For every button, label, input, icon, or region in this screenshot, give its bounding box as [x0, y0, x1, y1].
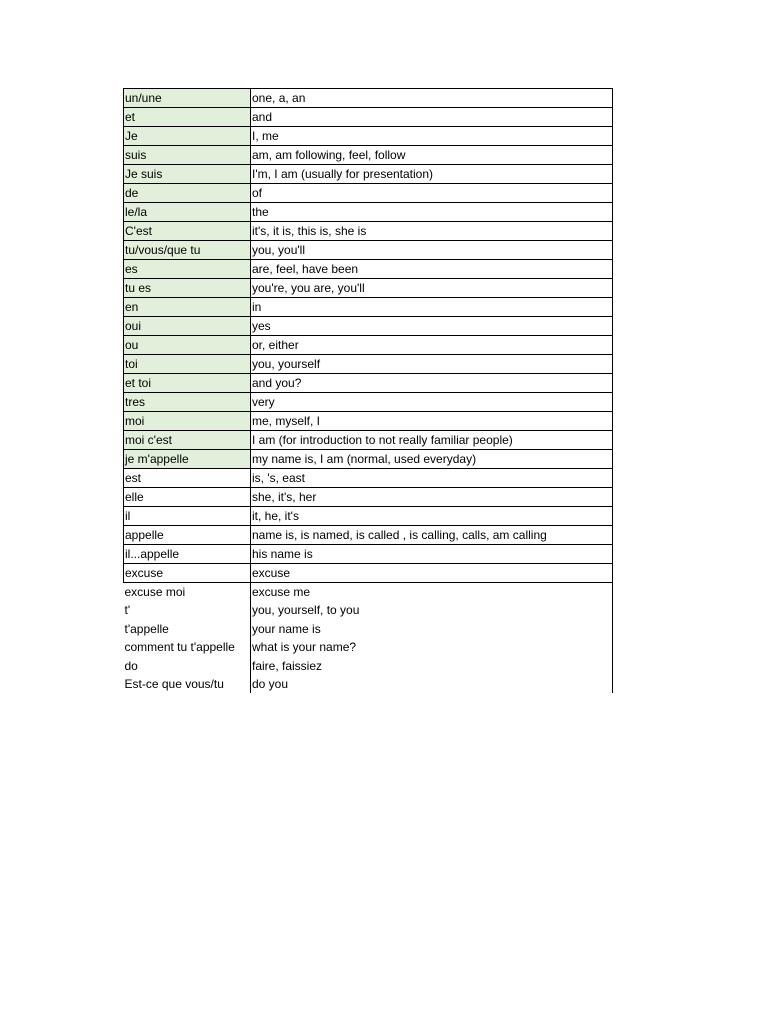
- french-term-cell[interactable]: le/la: [124, 203, 251, 222]
- french-term-cell[interactable]: Je suis: [124, 165, 251, 184]
- vocabulary-table: [123, 88, 613, 693]
- english-meaning-cell[interactable]: his name is: [251, 545, 613, 564]
- english-meaning-cell[interactable]: excuse: [251, 564, 613, 583]
- french-term-cell[interactable]: t'appelle: [124, 619, 251, 637]
- english-meaning-cell[interactable]: you, yourself, to you: [251, 601, 613, 619]
- english-meaning-cell[interactable]: it, he, it's: [251, 507, 613, 526]
- vocab-row: [124, 127, 613, 146]
- vocab-row: [124, 374, 613, 393]
- english-meaning-cell[interactable]: I, me: [251, 127, 613, 146]
- vocab-row: [124, 619, 613, 637]
- english-meaning-cell[interactable]: what is your name?: [251, 638, 613, 656]
- vocab-row: [124, 564, 613, 583]
- vocab-row: [124, 601, 613, 619]
- english-meaning-cell[interactable]: you're, you are, you'll: [251, 279, 613, 298]
- vocab-row: [124, 393, 613, 412]
- english-meaning-cell[interactable]: are, feel, have been: [251, 260, 613, 279]
- english-meaning-cell[interactable]: very: [251, 393, 613, 412]
- french-term-cell[interactable]: comment tu t'appelle: [124, 638, 251, 656]
- french-term-cell[interactable]: moi c'est: [124, 431, 251, 450]
- vocab-row: [124, 336, 613, 355]
- english-meaning-cell[interactable]: you, you'll: [251, 241, 613, 260]
- vocab-row: [124, 146, 613, 165]
- english-meaning-cell[interactable]: me, myself, I: [251, 412, 613, 431]
- vocab-row: [124, 526, 613, 545]
- french-term-cell[interactable]: il: [124, 507, 251, 526]
- vocab-row: [124, 184, 613, 203]
- vocab-row: [124, 675, 613, 693]
- english-meaning-cell[interactable]: one, a, an: [251, 89, 613, 108]
- french-term-cell[interactable]: toi: [124, 355, 251, 374]
- vocab-row: [124, 279, 613, 298]
- english-meaning-cell[interactable]: name is, is named, is called , is calling, calls, am calling: [251, 526, 613, 545]
- vocab-row: [124, 355, 613, 374]
- french-term-cell[interactable]: et: [124, 108, 251, 127]
- vocab-row: [124, 656, 613, 674]
- vocab-row: [124, 412, 613, 431]
- french-term-cell[interactable]: je m'appelle: [124, 450, 251, 469]
- vocab-row: [124, 450, 613, 469]
- french-term-cell[interactable]: elle: [124, 488, 251, 507]
- english-meaning-cell[interactable]: do you: [251, 675, 613, 693]
- vocab-row: [124, 298, 613, 317]
- english-meaning-cell[interactable]: she, it's, her: [251, 488, 613, 507]
- french-term-cell[interactable]: oui: [124, 317, 251, 336]
- french-term-cell[interactable]: Est-ce que vous/tu: [124, 675, 251, 693]
- vocab-row: [124, 317, 613, 336]
- english-meaning-cell[interactable]: excuse me: [251, 583, 613, 602]
- french-term-cell[interactable]: tu/vous/que tu: [124, 241, 251, 260]
- vocab-row: [124, 165, 613, 184]
- vocab-row: [124, 241, 613, 260]
- french-term-cell[interactable]: tres: [124, 393, 251, 412]
- french-term-cell[interactable]: est: [124, 469, 251, 488]
- english-meaning-cell[interactable]: in: [251, 298, 613, 317]
- vocab-row: [124, 469, 613, 488]
- french-term-cell[interactable]: excuse moi: [124, 583, 251, 602]
- french-term-cell[interactable]: Je: [124, 127, 251, 146]
- vocab-row: [124, 545, 613, 564]
- english-meaning-cell[interactable]: or, either: [251, 336, 613, 355]
- french-term-cell[interactable]: appelle: [124, 526, 251, 545]
- french-term-cell[interactable]: un/une: [124, 89, 251, 108]
- english-meaning-cell[interactable]: of: [251, 184, 613, 203]
- french-term-cell[interactable]: suis: [124, 146, 251, 165]
- english-meaning-cell[interactable]: is, 's, east: [251, 469, 613, 488]
- french-term-cell[interactable]: tu es: [124, 279, 251, 298]
- english-meaning-cell[interactable]: your name is: [251, 619, 613, 637]
- french-term-cell[interactable]: et toi: [124, 374, 251, 393]
- vocab-row: [124, 222, 613, 241]
- french-term-cell[interactable]: C'est: [124, 222, 251, 241]
- vocab-row: [124, 507, 613, 526]
- french-term-cell[interactable]: moi: [124, 412, 251, 431]
- vocab-row: [124, 89, 613, 108]
- french-term-cell[interactable]: excuse: [124, 564, 251, 583]
- french-term-cell[interactable]: en: [124, 298, 251, 317]
- english-meaning-cell[interactable]: it's, it is, this is, she is: [251, 222, 613, 241]
- english-meaning-cell[interactable]: I'm, I am (usually for presentation): [251, 165, 613, 184]
- vocab-row: [124, 583, 613, 602]
- french-term-cell[interactable]: de: [124, 184, 251, 203]
- vocab-row: [124, 203, 613, 222]
- vocabulary-table-body: [124, 89, 613, 693]
- vocab-row: [124, 260, 613, 279]
- english-meaning-cell[interactable]: the: [251, 203, 613, 222]
- french-term-cell[interactable]: ou: [124, 336, 251, 355]
- vocab-row: [124, 638, 613, 656]
- vocab-row: [124, 431, 613, 450]
- vocab-row: [124, 488, 613, 507]
- french-term-cell[interactable]: il...appelle: [124, 545, 251, 564]
- english-meaning-cell[interactable]: faire, faissiez: [251, 656, 613, 674]
- english-meaning-cell[interactable]: you, yourself: [251, 355, 613, 374]
- french-term-cell[interactable]: do: [124, 656, 251, 674]
- english-meaning-cell[interactable]: yes: [251, 317, 613, 336]
- english-meaning-cell[interactable]: and: [251, 108, 613, 127]
- vocab-row: [124, 108, 613, 127]
- english-meaning-cell[interactable]: I am (for introduction to not really familiar people): [251, 431, 613, 450]
- english-meaning-cell[interactable]: am, am following, feel, follow: [251, 146, 613, 165]
- french-term-cell[interactable]: t': [124, 601, 251, 619]
- english-meaning-cell[interactable]: and you?: [251, 374, 613, 393]
- english-meaning-cell[interactable]: my name is, I am (normal, used everyday): [251, 450, 613, 469]
- french-term-cell[interactable]: es: [124, 260, 251, 279]
